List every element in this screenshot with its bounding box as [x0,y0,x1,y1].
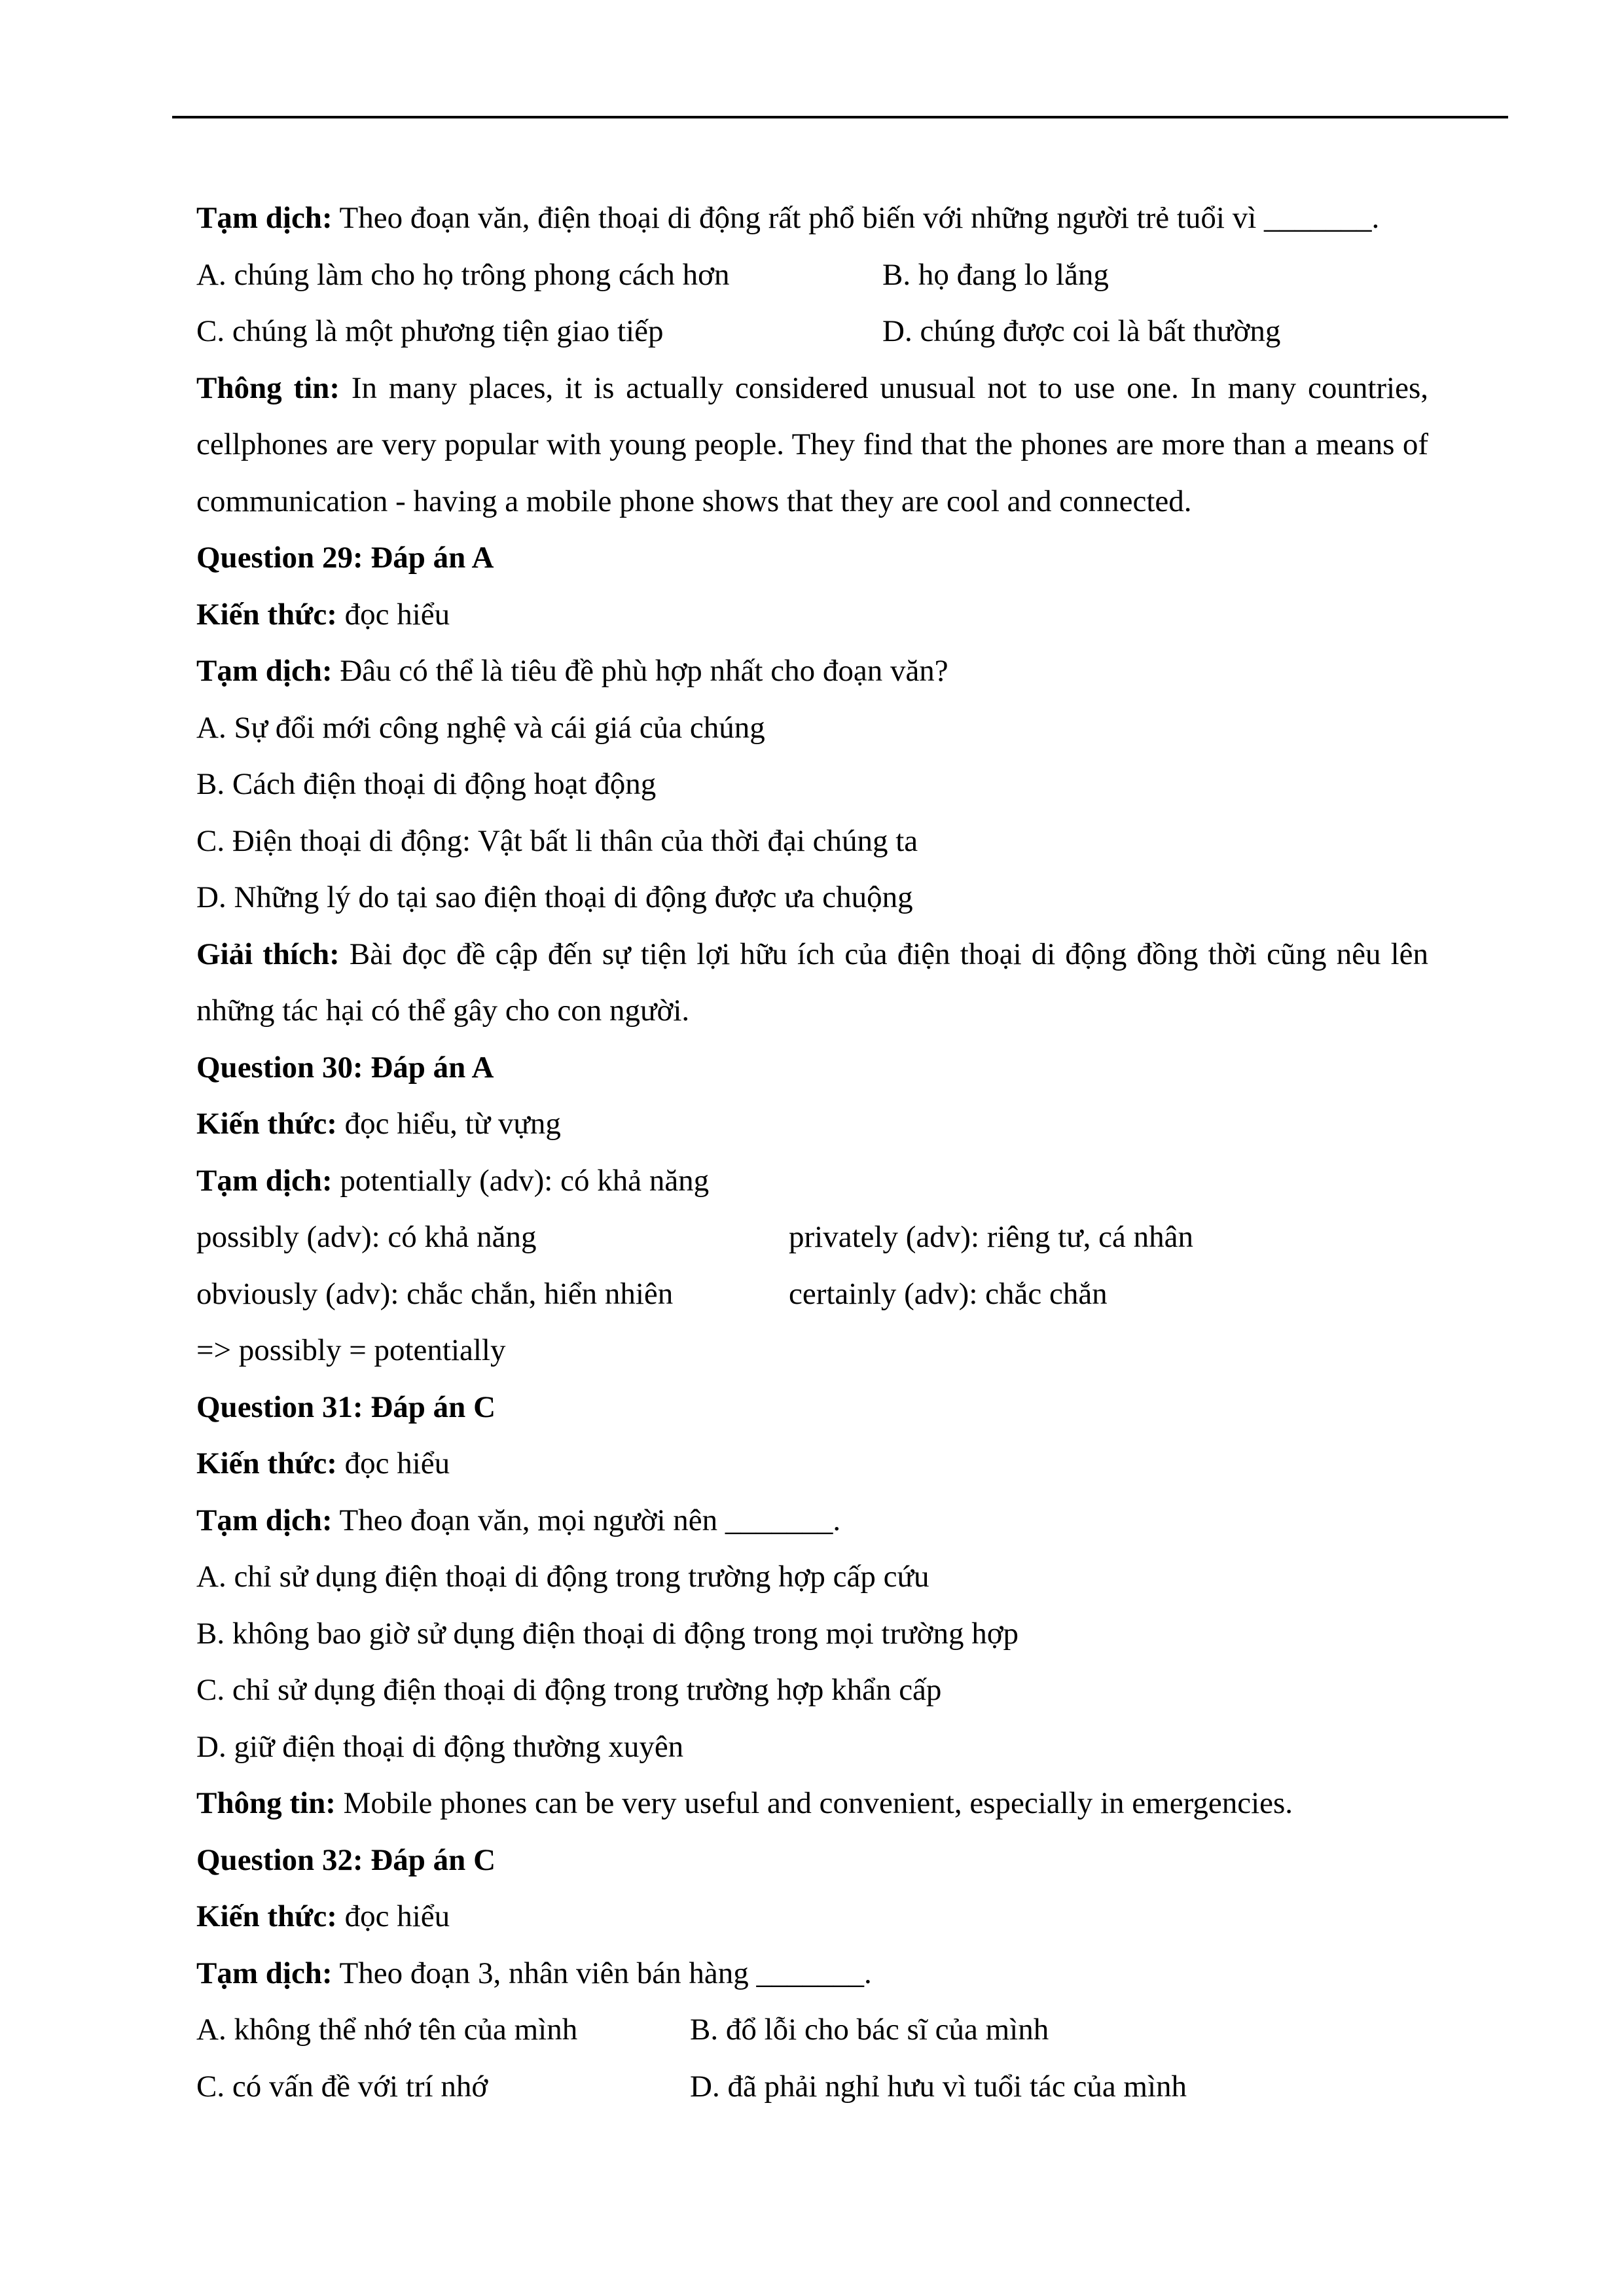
option-d: D. giữ điện thoại di động thường xuyên [196,1729,684,1764]
text: đọc hiểu, từ vựng [336,1107,561,1141]
label: Thông tin: [196,370,340,405]
translation-line [196,1153,1428,1210]
translation-line [196,643,1428,700]
label: Thông tin: [196,1786,336,1820]
header-rule [172,116,1508,118]
vocab-row [196,1266,1428,1323]
knowledge-line [196,1096,1428,1153]
option-d: D. Những lý do tại sao điện thoại di động được ưa chuộng [196,880,913,914]
vocab-3: obviously (adv): chắc chắn, hiển nhiên [196,1276,674,1311]
option-d: D. chúng được coi là bất thường [882,314,1281,348]
option-a: A. Sự đổi mới công nghệ và cái giá của chúng [196,710,765,745]
info-line [196,1775,1428,1832]
options-row [196,2058,1428,2115]
heading-text: Question 32: Đáp án C [196,1842,496,1877]
option-b: B. họ đang lo lắng [882,257,1109,292]
heading-text: Question 31: Đáp án C [196,1390,496,1424]
option-b: B. không bao giờ sử dụng điện thoại di động trong mọi trường hợp [196,1616,1019,1651]
option-c: C. chỉ sử dụng điện thoại di động trong trường hợp khẩn cấp [196,1673,942,1707]
translation-line [196,1945,1428,2002]
text: đọc hiểu [336,1446,450,1480]
vocab-2: privately (adv): riêng tư, cá nhân [789,1220,1193,1254]
option-a: A. không thể nhớ tên của mình [196,2013,578,2047]
conclusion-line: => possibly = potentially [196,1333,506,1367]
translation-line [196,1492,1428,1549]
text: potentially (adv): có khả năng [332,1163,710,1198]
question-heading [196,1832,1428,1889]
knowledge-line [196,586,1428,643]
option-c: C. Điện thoại di động: Vật bất li thân của thời đại chúng ta [196,823,918,858]
heading-text: Question 30: Đáp án A [196,1050,494,1085]
question-heading [196,1379,1428,1436]
label: Tạm dịch: [196,1163,333,1198]
option-a: A. chúng làm cho họ trông phong cách hơn [196,257,730,292]
option-a: A. chỉ sử dụng điện thoại di động trong trường hợp cấp cứu [196,1560,929,1594]
option-d: D. đã phải nghỉ hưu vì tuổi tác của mình [690,2069,1187,2104]
label: Tạm dịch: [196,1956,333,1990]
document-body [196,190,1428,2115]
text: Mobile phones can be very useful and convenient, especially in emergencies. [335,1786,1293,1820]
options-row [196,303,1428,360]
question-heading [196,1039,1428,1096]
heading-text: Question 29: Đáp án A [196,541,494,575]
text: đọc hiểu [336,597,450,632]
text: Theo đoạn 3, nhân viên bán hàng _______. [332,1956,872,1990]
option-b: B. Cách điện thoại di động hoạt động [196,767,657,801]
option-b: B. đổ lỗi cho bác sĩ của mình [690,2013,1049,2047]
translation-line [196,190,1428,247]
info-paragraph [196,360,1428,530]
label: Kiến thức: [196,1446,337,1480]
vocab-4: certainly (adv): chắc chắn [789,1276,1108,1311]
text: Bài đọc đề cập đến sự tiện lợi hữu ích của điện thoại di động đồng thời cũng nêu lên những tác hại có thể gây cho con người. [196,937,1428,1028]
label: Tạm dịch: [196,654,333,688]
options-row [196,2001,1428,2058]
knowledge-line [196,1888,1428,1945]
vocab-row [196,1209,1428,1266]
option-c: C. có vấn đề với trí nhớ [196,2069,488,2104]
label: Kiến thức: [196,1107,337,1141]
text: đọc hiểu [336,1899,450,1933]
options-row [196,247,1428,304]
explanation-paragraph [196,926,1428,1039]
label: Kiến thức: [196,597,337,632]
label: Giải thích: [196,937,340,971]
text: Đâu có thể là tiêu đề phù hợp nhất cho đoạn văn? [332,654,948,688]
option-c: C. chúng là một phương tiện giao tiếp [196,314,664,348]
label: Tạm dịch: [196,201,333,235]
text: In many places, it is actually considered unusual not to use one. In many countries, cellphones are very popular with young people. They find that the phones are more than a means of communication - having a mobile phone shows that they are cool and connected. [196,370,1428,518]
text: Theo đoạn văn, mọi người nên _______. [332,1503,841,1537]
label: Kiến thức: [196,1899,337,1933]
question-heading [196,529,1428,586]
label: Tạm dịch: [196,1503,333,1537]
knowledge-line [196,1435,1428,1492]
vocab-1: possibly (adv): có khả năng [196,1220,537,1254]
text: Theo đoạn văn, điện thoại di động rất phổ biến với những người trẻ tuổi vì _______. [332,201,1380,235]
